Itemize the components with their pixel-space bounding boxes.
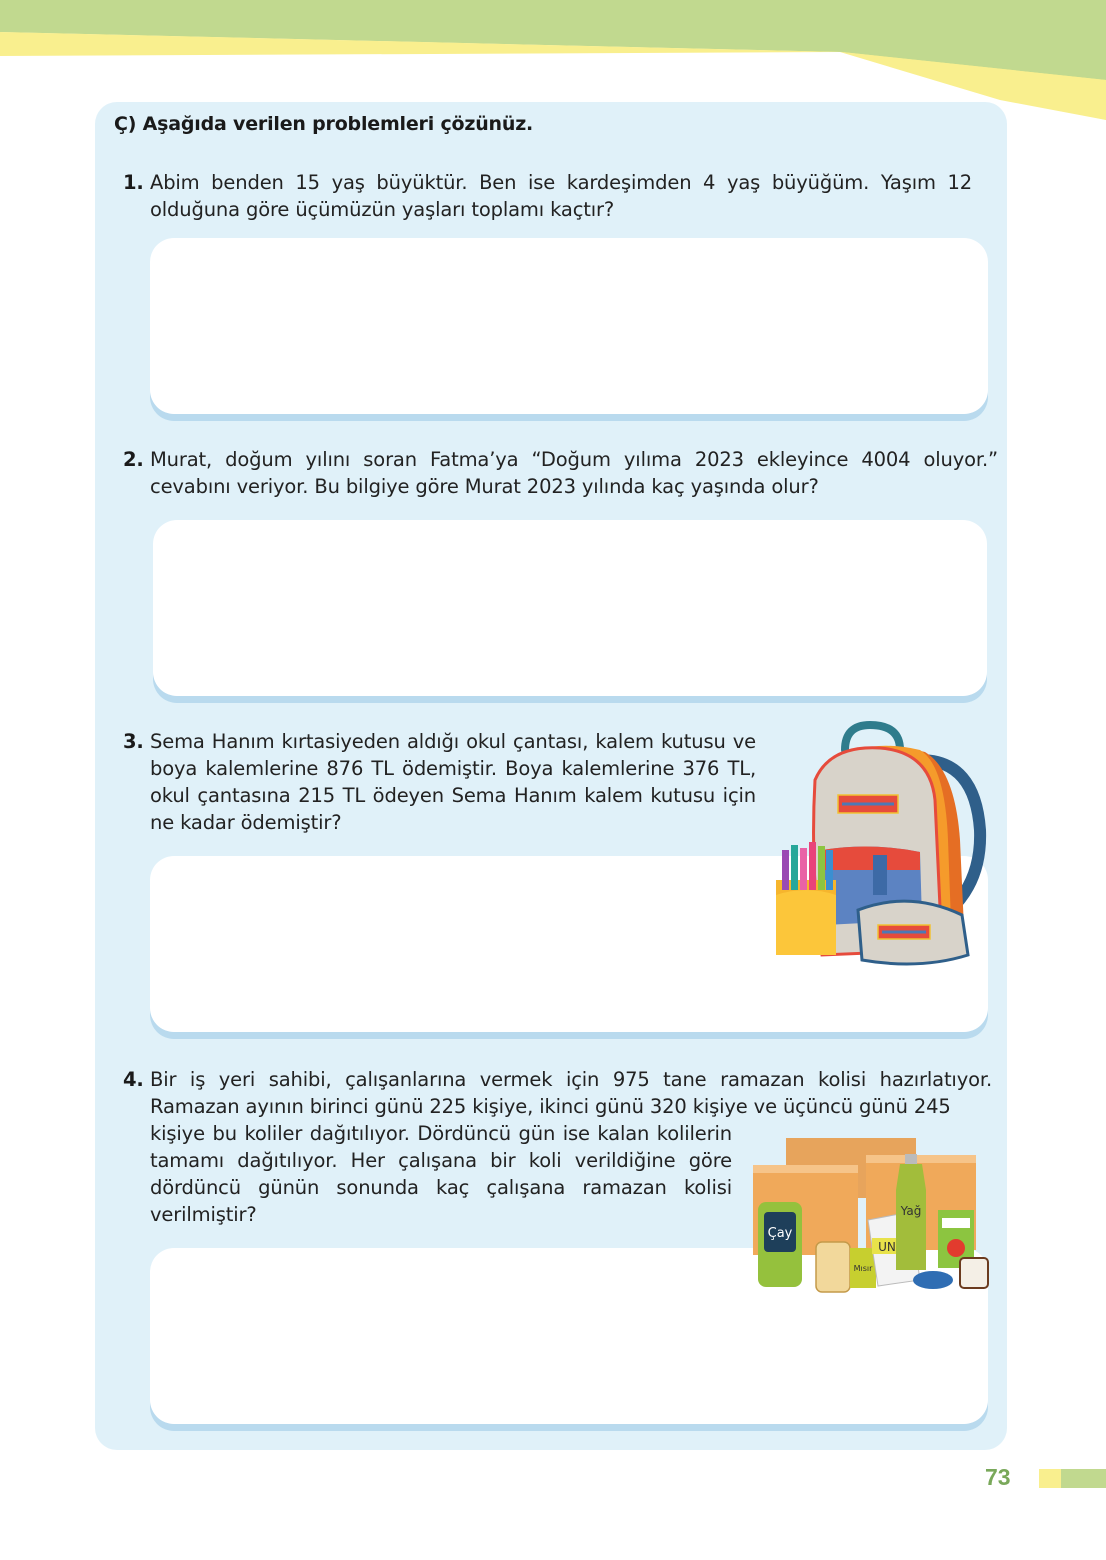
page-number: 73: [985, 1464, 1011, 1490]
question-number: 4.: [123, 1068, 144, 1091]
question-number: 3.: [123, 730, 144, 753]
page-tab-yellow: [1039, 1469, 1061, 1488]
label-un: UN: [878, 1240, 896, 1254]
question-text: Abim benden 15 yaş büyüktür. Ben ise kardeşimden 4 yaş büyüğüm. Yaşım 12 olduğuna göre üçümüzün yaşları toplamı kaçtır?: [150, 171, 972, 221]
page-tab-green: [1061, 1469, 1106, 1488]
question-text: Murat, doğum yılını soran Fatma’ya “Doğum yılıma 2023 ekleyince 4004 oluyor.” cevabını veriyor. Bu bilgiye göre Murat 2023 yılında kaç yaşında olur?: [150, 448, 998, 498]
question-3: [123, 728, 756, 836]
label-misir: Mısır: [853, 1264, 873, 1273]
question-4: [123, 1066, 992, 1120]
section-heading: Ç) Aşağıda verilen problemleri çözünüz.: [114, 113, 534, 135]
answer-box-1[interactable]: [150, 238, 988, 414]
backpack-illustration: [770, 720, 1000, 970]
question-number: 2.: [123, 448, 144, 471]
label-cay: Çay: [767, 1226, 793, 1241]
question-2: [123, 446, 998, 500]
question-4-continued: [150, 1120, 732, 1228]
answer-box-2[interactable]: [153, 520, 987, 696]
question-text-narrow: kişiye bu koliler dağıtılıyor. Dördüncü gün ise kalan kolilerin tamamı dağıtılıyor. Her çalışana bir koli verildiğine göre dördüncü günün sonunda kaç çalışana ramazan kolisi verilmiştir?: [150, 1122, 732, 1226]
question-text: Sema Hanım kırtasiyeden aldığı okul çantası, kalem kutusu ve boya kalemlerine 876 TL ödemiştir. Boya kalemlerine 376 TL, okul çantasına 215 TL ödeyen Sema Hanım kalem kutusu için ne kadar ödemiştir?: [150, 730, 756, 834]
label-yag: Yağ: [900, 1204, 922, 1218]
question-number: 1.: [123, 171, 144, 194]
question-1: [123, 169, 972, 223]
question-text-full-width: Bir iş yeri sahibi, çalışanlarına vermek için 975 tane ramazan kolisi hazırlatıyor. Ramazan ayının birinci günü 225 kişiye, ikinci günü 320 kişiye ve üçüncü günü 245: [150, 1068, 992, 1118]
food-boxes-illustration: [748, 1130, 998, 1300]
